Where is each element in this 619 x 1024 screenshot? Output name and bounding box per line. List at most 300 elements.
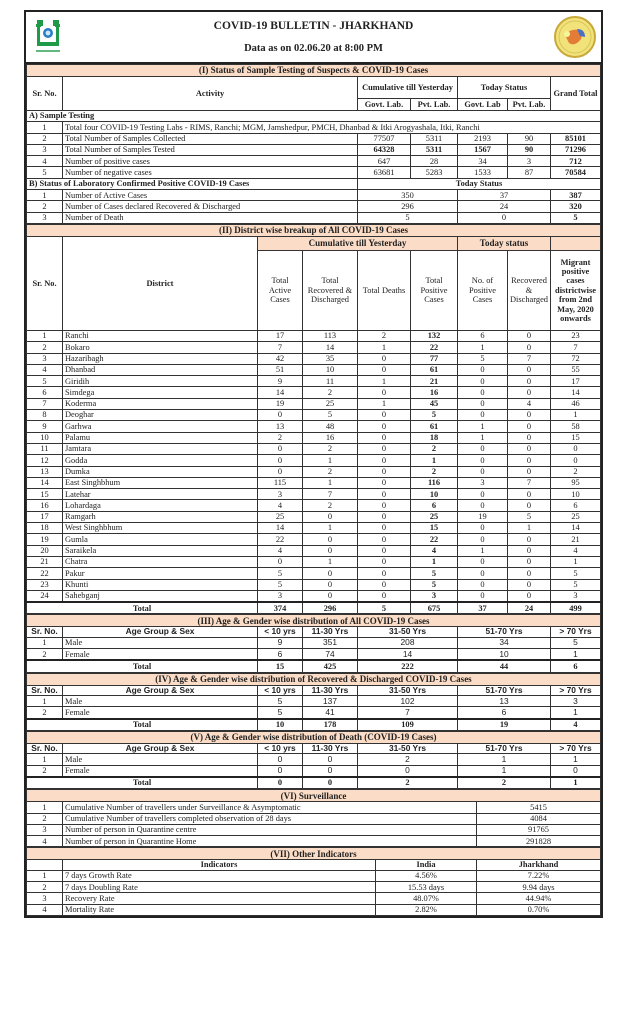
surveillance-value: 4084	[477, 813, 601, 824]
col-under-10: < 10 yrs	[258, 627, 303, 637]
total-deaths: 0	[358, 534, 411, 545]
sex-label: Female	[63, 765, 258, 777]
total-row	[27, 719, 601, 731]
age-gender-table	[26, 614, 601, 672]
migrant-cases: 2	[551, 466, 601, 477]
table-row	[27, 882, 601, 893]
total-recovered: 1	[303, 523, 358, 534]
today-recovered: 0	[508, 568, 551, 579]
migrant-cases: 10	[551, 489, 601, 500]
table-row	[27, 133, 601, 144]
total-recovered: 7	[303, 489, 358, 500]
district-name: Dumka	[63, 466, 258, 477]
indicator-label: 7 days Growth Rate	[63, 870, 376, 881]
today-recovered: 0	[508, 545, 551, 556]
sr-no: 2	[27, 342, 63, 353]
col-indicators: Indicators	[63, 860, 376, 870]
total-value: 6	[551, 660, 601, 672]
surveillance-label: Cumulative Number of travellers completed observation of 28 days	[63, 813, 477, 824]
sr-no: 8	[27, 410, 63, 421]
total-active: 2	[258, 432, 303, 443]
age-value: 1	[551, 754, 601, 765]
total-positive: 5	[411, 579, 458, 590]
total-deaths: 0	[358, 590, 411, 602]
total-positive: 61	[411, 421, 458, 432]
today-recovered: 7	[508, 477, 551, 488]
sr-no: 22	[27, 568, 63, 579]
migrant-cases: 0	[551, 455, 601, 466]
table-row	[27, 144, 601, 155]
migrant-cases: 23	[551, 330, 601, 341]
sr-no: 23	[27, 579, 63, 590]
district-name: Chatra	[63, 556, 258, 567]
table-row	[27, 870, 601, 881]
sr-no: 5	[27, 167, 63, 178]
total-positive: 61	[411, 364, 458, 375]
surveillance-label: Cumulative Number of travellers under Surveillance & Asymptomatic	[63, 802, 477, 813]
col-sr-no: Sr. No.	[27, 236, 63, 330]
surveillance-table	[26, 789, 601, 847]
table-row	[27, 696, 601, 707]
table-row	[27, 765, 601, 777]
today-recovered: 0	[508, 364, 551, 375]
total-recovered: 0	[303, 511, 358, 522]
today-recovered: 0	[508, 590, 551, 602]
col-govt-lab: Govt. Lab.	[358, 99, 411, 111]
today-recovered: 0	[508, 342, 551, 353]
grand-total: 85101	[551, 133, 601, 144]
total-positive: 132	[411, 330, 458, 341]
age-value: 208	[358, 637, 458, 648]
total-positive: 1	[411, 556, 458, 567]
total-value: 15	[258, 660, 303, 672]
today-positive: 0	[458, 489, 508, 500]
total-active: 13	[258, 421, 303, 432]
jharkhand-value: 0.70%	[477, 904, 601, 915]
total-active: 3	[258, 590, 303, 602]
today-govt: 1567	[458, 144, 508, 155]
total-deaths: 0	[358, 421, 411, 432]
sr-no: 24	[27, 590, 63, 602]
sr-no: 1	[27, 637, 63, 648]
sr-no: 4	[27, 904, 63, 915]
migrant-cases: 0	[551, 443, 601, 454]
sr-no: 2	[27, 133, 63, 144]
sr-no: 18	[27, 523, 63, 534]
today-recovered: 4	[508, 398, 551, 409]
migrant-cases: 14	[551, 387, 601, 398]
migrant-cases: 4	[551, 545, 601, 556]
col-migrant: Migrant positive cases districtwise from 2nd May, 2020 onwards	[551, 250, 601, 330]
cum-value: 296	[358, 201, 458, 212]
section-title: (II) District wise breakup of All COVID-19 Cases	[27, 224, 601, 236]
col-total-active: Total Active Cases	[258, 250, 303, 330]
table-row	[27, 398, 601, 409]
col-31-50: 31-50 Yrs	[358, 743, 458, 753]
surveillance-label: Number of person in Quarantine Home	[63, 836, 477, 847]
bulletin-sheet	[24, 10, 603, 918]
col-over-70: > 70 Yrs	[551, 743, 601, 753]
total-active: 5	[258, 579, 303, 590]
today-value: 0	[458, 212, 551, 223]
age-value: 1	[458, 754, 551, 765]
total-recovered: 16	[303, 432, 358, 443]
table-row	[27, 410, 601, 421]
activity: Number of Death	[63, 212, 358, 223]
col-activity: Activity	[63, 77, 358, 111]
subsection-title: B) Status of Laboratory Confirmed Positive COVID-19 Cases	[27, 178, 358, 189]
col-district: District	[63, 236, 258, 330]
district-name: Giridih	[63, 376, 258, 387]
section-title: (V) Age & Gender wise distribution of Death (COVID-19 Cases)	[27, 731, 601, 743]
today-recovered: 0	[508, 455, 551, 466]
table-row	[27, 156, 601, 167]
today-positive: 5	[458, 353, 508, 364]
col-total-deaths: Total Deaths	[358, 250, 411, 330]
age-value: 13	[458, 696, 551, 707]
total-recovered: 2	[303, 466, 358, 477]
district-name: Gumla	[63, 534, 258, 545]
sr-no: 2	[27, 765, 63, 777]
table-row	[27, 568, 601, 579]
activity: Total Number of Samples Collected	[63, 133, 358, 144]
table-row	[27, 489, 601, 500]
india-value: 4.56%	[376, 870, 477, 881]
health-dept-emblem-icon	[553, 15, 597, 59]
total-positive: 18	[411, 432, 458, 443]
today-recovered: 0	[508, 579, 551, 590]
today-positive: 0	[458, 455, 508, 466]
table-row	[27, 579, 601, 590]
age-value: 9	[258, 637, 303, 648]
sr-no: 1	[27, 754, 63, 765]
age-value: 0	[303, 765, 358, 777]
cum-govt: 77507	[358, 133, 411, 144]
col-pvt-lab: Pvt. Lab.	[411, 99, 458, 111]
table-row	[27, 443, 601, 454]
total-recovered: 1	[303, 455, 358, 466]
col-total-positive: Total Positive Cases	[411, 250, 458, 330]
age-value: 1	[458, 765, 551, 777]
grand-total: 320	[551, 201, 601, 212]
total-positive: 45	[411, 398, 458, 409]
total-deaths: 5	[358, 602, 411, 614]
total-value: 109	[358, 719, 458, 731]
total-label: Total	[27, 660, 258, 672]
total-recovered: 11	[303, 376, 358, 387]
district-name: Sahebganj	[63, 590, 258, 602]
migrant-cases: 14	[551, 523, 601, 534]
table-row	[27, 477, 601, 488]
total-deaths: 0	[358, 353, 411, 364]
sr-no: 20	[27, 545, 63, 556]
total-recovered: 0	[303, 545, 358, 556]
india-value: 2.82%	[376, 904, 477, 915]
total-recovered: 2	[303, 387, 358, 398]
total-value: 425	[303, 660, 358, 672]
total-recovered: 35	[303, 353, 358, 364]
total-value: 2	[458, 777, 551, 789]
table-row	[27, 190, 601, 201]
total-row	[27, 777, 601, 789]
total-active: 3	[258, 489, 303, 500]
total-positive: 2	[411, 443, 458, 454]
total-active: 374	[258, 602, 303, 614]
cum-value: 5	[358, 212, 458, 223]
jharkhand-value: 44.94%	[477, 893, 601, 904]
district-name: Saraikela	[63, 545, 258, 556]
sr-no: 2	[27, 882, 63, 893]
col-age-group: Age Group & Sex	[63, 743, 258, 753]
age-value: 34	[458, 637, 551, 648]
group-blank	[551, 236, 601, 250]
table-row	[27, 330, 601, 341]
migrant-cases: 95	[551, 477, 601, 488]
today-pvt: 3	[508, 156, 551, 167]
total-deaths: 1	[358, 398, 411, 409]
total-positive: 25	[411, 511, 458, 522]
total-value: 1	[551, 777, 601, 789]
table-row	[27, 893, 601, 904]
col-today-pvt-lab: Pvt. Lab.	[508, 99, 551, 111]
total-positive: 675	[411, 602, 458, 614]
today-positive: 0	[458, 398, 508, 409]
col-age-group: Age Group & Sex	[63, 685, 258, 695]
total-recovered: 25	[303, 398, 358, 409]
migrant-cases: 21	[551, 534, 601, 545]
today-recovered: 0	[508, 556, 551, 567]
total-active: 51	[258, 364, 303, 375]
sr-no: 1	[27, 696, 63, 707]
age-gender-table	[26, 731, 601, 789]
table-row	[27, 122, 601, 133]
total-deaths: 0	[358, 466, 411, 477]
age-value: 6	[458, 707, 551, 719]
india-value: 48.07%	[376, 893, 477, 904]
sr-no: 1	[27, 122, 63, 133]
sr-no: 1	[27, 190, 63, 201]
table-row	[27, 590, 601, 602]
col-under-10: < 10 yrs	[258, 685, 303, 695]
migrant-cases: 5	[551, 579, 601, 590]
table-row	[27, 904, 601, 915]
today-value: 24	[458, 201, 551, 212]
total-active: 25	[258, 511, 303, 522]
indicator-label: Mortality Rate	[63, 904, 376, 915]
sr-no: 15	[27, 489, 63, 500]
today-positive: 0	[458, 568, 508, 579]
total-positive: 15	[411, 523, 458, 534]
col-over-70: > 70 Yrs	[551, 685, 601, 695]
col-cumulative: Cumulative till Yesterday	[358, 77, 458, 99]
col-blank	[27, 860, 63, 870]
district-name: Ranchi	[63, 330, 258, 341]
total-recovered: 1	[303, 477, 358, 488]
today-positive: 0	[458, 500, 508, 511]
today-positive: 3	[458, 477, 508, 488]
migrant-cases: 1	[551, 410, 601, 421]
age-value: 0	[551, 765, 601, 777]
sr-no: 10	[27, 432, 63, 443]
age-value: 74	[303, 649, 358, 661]
district-name: Ramgarh	[63, 511, 258, 522]
col-total-recovered: Total Recovered & Discharged	[303, 250, 358, 330]
surveillance-value: 91765	[477, 824, 601, 835]
surveillance-value: 291828	[477, 836, 601, 847]
today-positive: 0	[458, 376, 508, 387]
total-recovered: 0	[303, 579, 358, 590]
total-label: Total	[27, 719, 258, 731]
col-today-recovered: Recovered & Discharged	[508, 250, 551, 330]
age-value: 10	[458, 649, 551, 661]
age-value: 7	[358, 707, 458, 719]
district-name: Godda	[63, 455, 258, 466]
table-row	[27, 649, 601, 661]
col-31-50: 31-50 Yrs	[358, 685, 458, 695]
total-positive: 6	[411, 500, 458, 511]
age-value: 0	[303, 754, 358, 765]
total-value: 4	[551, 719, 601, 731]
jharkhand-value: 9.94 days	[477, 882, 601, 893]
total-deaths: 0	[358, 410, 411, 421]
district-name: West Singhbhum	[63, 523, 258, 534]
sr-no: 14	[27, 477, 63, 488]
total-positive: 4	[411, 545, 458, 556]
total-row	[27, 660, 601, 672]
district-name: Palamu	[63, 432, 258, 443]
today-govt: 34	[458, 156, 508, 167]
table-row	[27, 707, 601, 719]
total-positive: 22	[411, 534, 458, 545]
total-active: 9	[258, 376, 303, 387]
today-recovered: 0	[508, 330, 551, 341]
other-indicators-table	[26, 847, 601, 916]
bulletin-header	[26, 12, 601, 64]
sr-no: 1	[27, 330, 63, 341]
table-row	[27, 511, 601, 522]
sr-no: 16	[27, 500, 63, 511]
sex-label: Male	[63, 637, 258, 648]
today-positive: 0	[458, 579, 508, 590]
sr-no: 3	[27, 824, 63, 835]
total-deaths: 0	[358, 489, 411, 500]
col-today-govt-lab: Govt. Lab	[458, 99, 508, 111]
grand-total: 5	[551, 212, 601, 223]
sr-no: 4	[27, 836, 63, 847]
district-name: Hazaribagh	[63, 353, 258, 364]
total-value: 222	[358, 660, 458, 672]
age-value: 137	[303, 696, 358, 707]
table-row	[27, 342, 601, 353]
total-today-recovered: 24	[508, 602, 551, 614]
sr-no: 11	[27, 443, 63, 454]
today-positive: 19	[458, 511, 508, 522]
col-sr-no: Sr. No.	[27, 627, 63, 637]
age-value: 102	[358, 696, 458, 707]
district-name: Dhanbad	[63, 364, 258, 375]
col-51-70: 51-70 Yrs	[458, 743, 551, 753]
age-value: 14	[358, 649, 458, 661]
col-under-10: < 10 yrs	[258, 743, 303, 753]
sex-label: Male	[63, 696, 258, 707]
col-today-status: Today Status	[358, 178, 601, 189]
today-recovered: 7	[508, 353, 551, 364]
total-deaths: 0	[358, 545, 411, 556]
col-51-70: 51-70 Yrs	[458, 627, 551, 637]
total-deaths: 1	[358, 342, 411, 353]
table-row	[27, 466, 601, 477]
today-positive: 0	[458, 556, 508, 567]
total-migrant: 499	[551, 602, 601, 614]
cum-govt: 647	[358, 156, 411, 167]
total-deaths: 2	[358, 330, 411, 341]
total-value: 44	[458, 660, 551, 672]
age-value: 5	[258, 696, 303, 707]
india-value: 15.53 days	[376, 882, 477, 893]
today-positive: 0	[458, 523, 508, 534]
today-recovered: 5	[508, 511, 551, 522]
sr-no: 1	[27, 802, 63, 813]
total-recovered: 1	[303, 556, 358, 567]
today-recovered: 0	[508, 432, 551, 443]
total-recovered: 0	[303, 590, 358, 602]
total-active: 22	[258, 534, 303, 545]
table-row	[27, 167, 601, 178]
total-deaths: 0	[358, 387, 411, 398]
today-recovered: 0	[508, 421, 551, 432]
total-active: 0	[258, 443, 303, 454]
total-active: 17	[258, 330, 303, 341]
section-title: (III) Age & Gender wise distribution of All COVID-19 Cases	[27, 615, 601, 627]
total-recovered: 113	[303, 330, 358, 341]
cum-pvt: 5311	[411, 144, 458, 155]
today-positive: 0	[458, 590, 508, 602]
sr-no: 19	[27, 534, 63, 545]
col-jharkhand: Jharkhand	[477, 860, 601, 870]
sr-no: 5	[27, 376, 63, 387]
activity: Total Number of Samples Tested	[63, 144, 358, 155]
today-recovered: 0	[508, 387, 551, 398]
sex-label: Female	[63, 707, 258, 719]
grand-total: 71296	[551, 144, 601, 155]
today-govt: 2193	[458, 133, 508, 144]
total-value: 2	[358, 777, 458, 789]
col-today-positive: No. of Positive Cases	[458, 250, 508, 330]
total-recovered: 0	[303, 534, 358, 545]
col-11-30: 11-30 Yrs	[303, 627, 358, 637]
today-positive: 1	[458, 421, 508, 432]
section-title: (VII) Other Indicators	[27, 848, 601, 860]
age-value: 0	[258, 754, 303, 765]
sr-no: 3	[27, 353, 63, 364]
today-recovered: 0	[508, 466, 551, 477]
indicator-label: 7 days Doubling Rate	[63, 882, 376, 893]
district-name: Jamtara	[63, 443, 258, 454]
table-row	[27, 353, 601, 364]
total-deaths: 1	[358, 376, 411, 387]
sr-no: 6	[27, 387, 63, 398]
table-row	[27, 545, 601, 556]
total-active: 14	[258, 523, 303, 534]
table-row	[27, 387, 601, 398]
total-recovered: 0	[303, 568, 358, 579]
age-value: 0	[358, 765, 458, 777]
table-row	[27, 824, 601, 835]
cum-value: 350	[358, 190, 458, 201]
age-value: 1	[551, 707, 601, 719]
total-deaths: 0	[358, 523, 411, 534]
district-name: Garhwa	[63, 421, 258, 432]
